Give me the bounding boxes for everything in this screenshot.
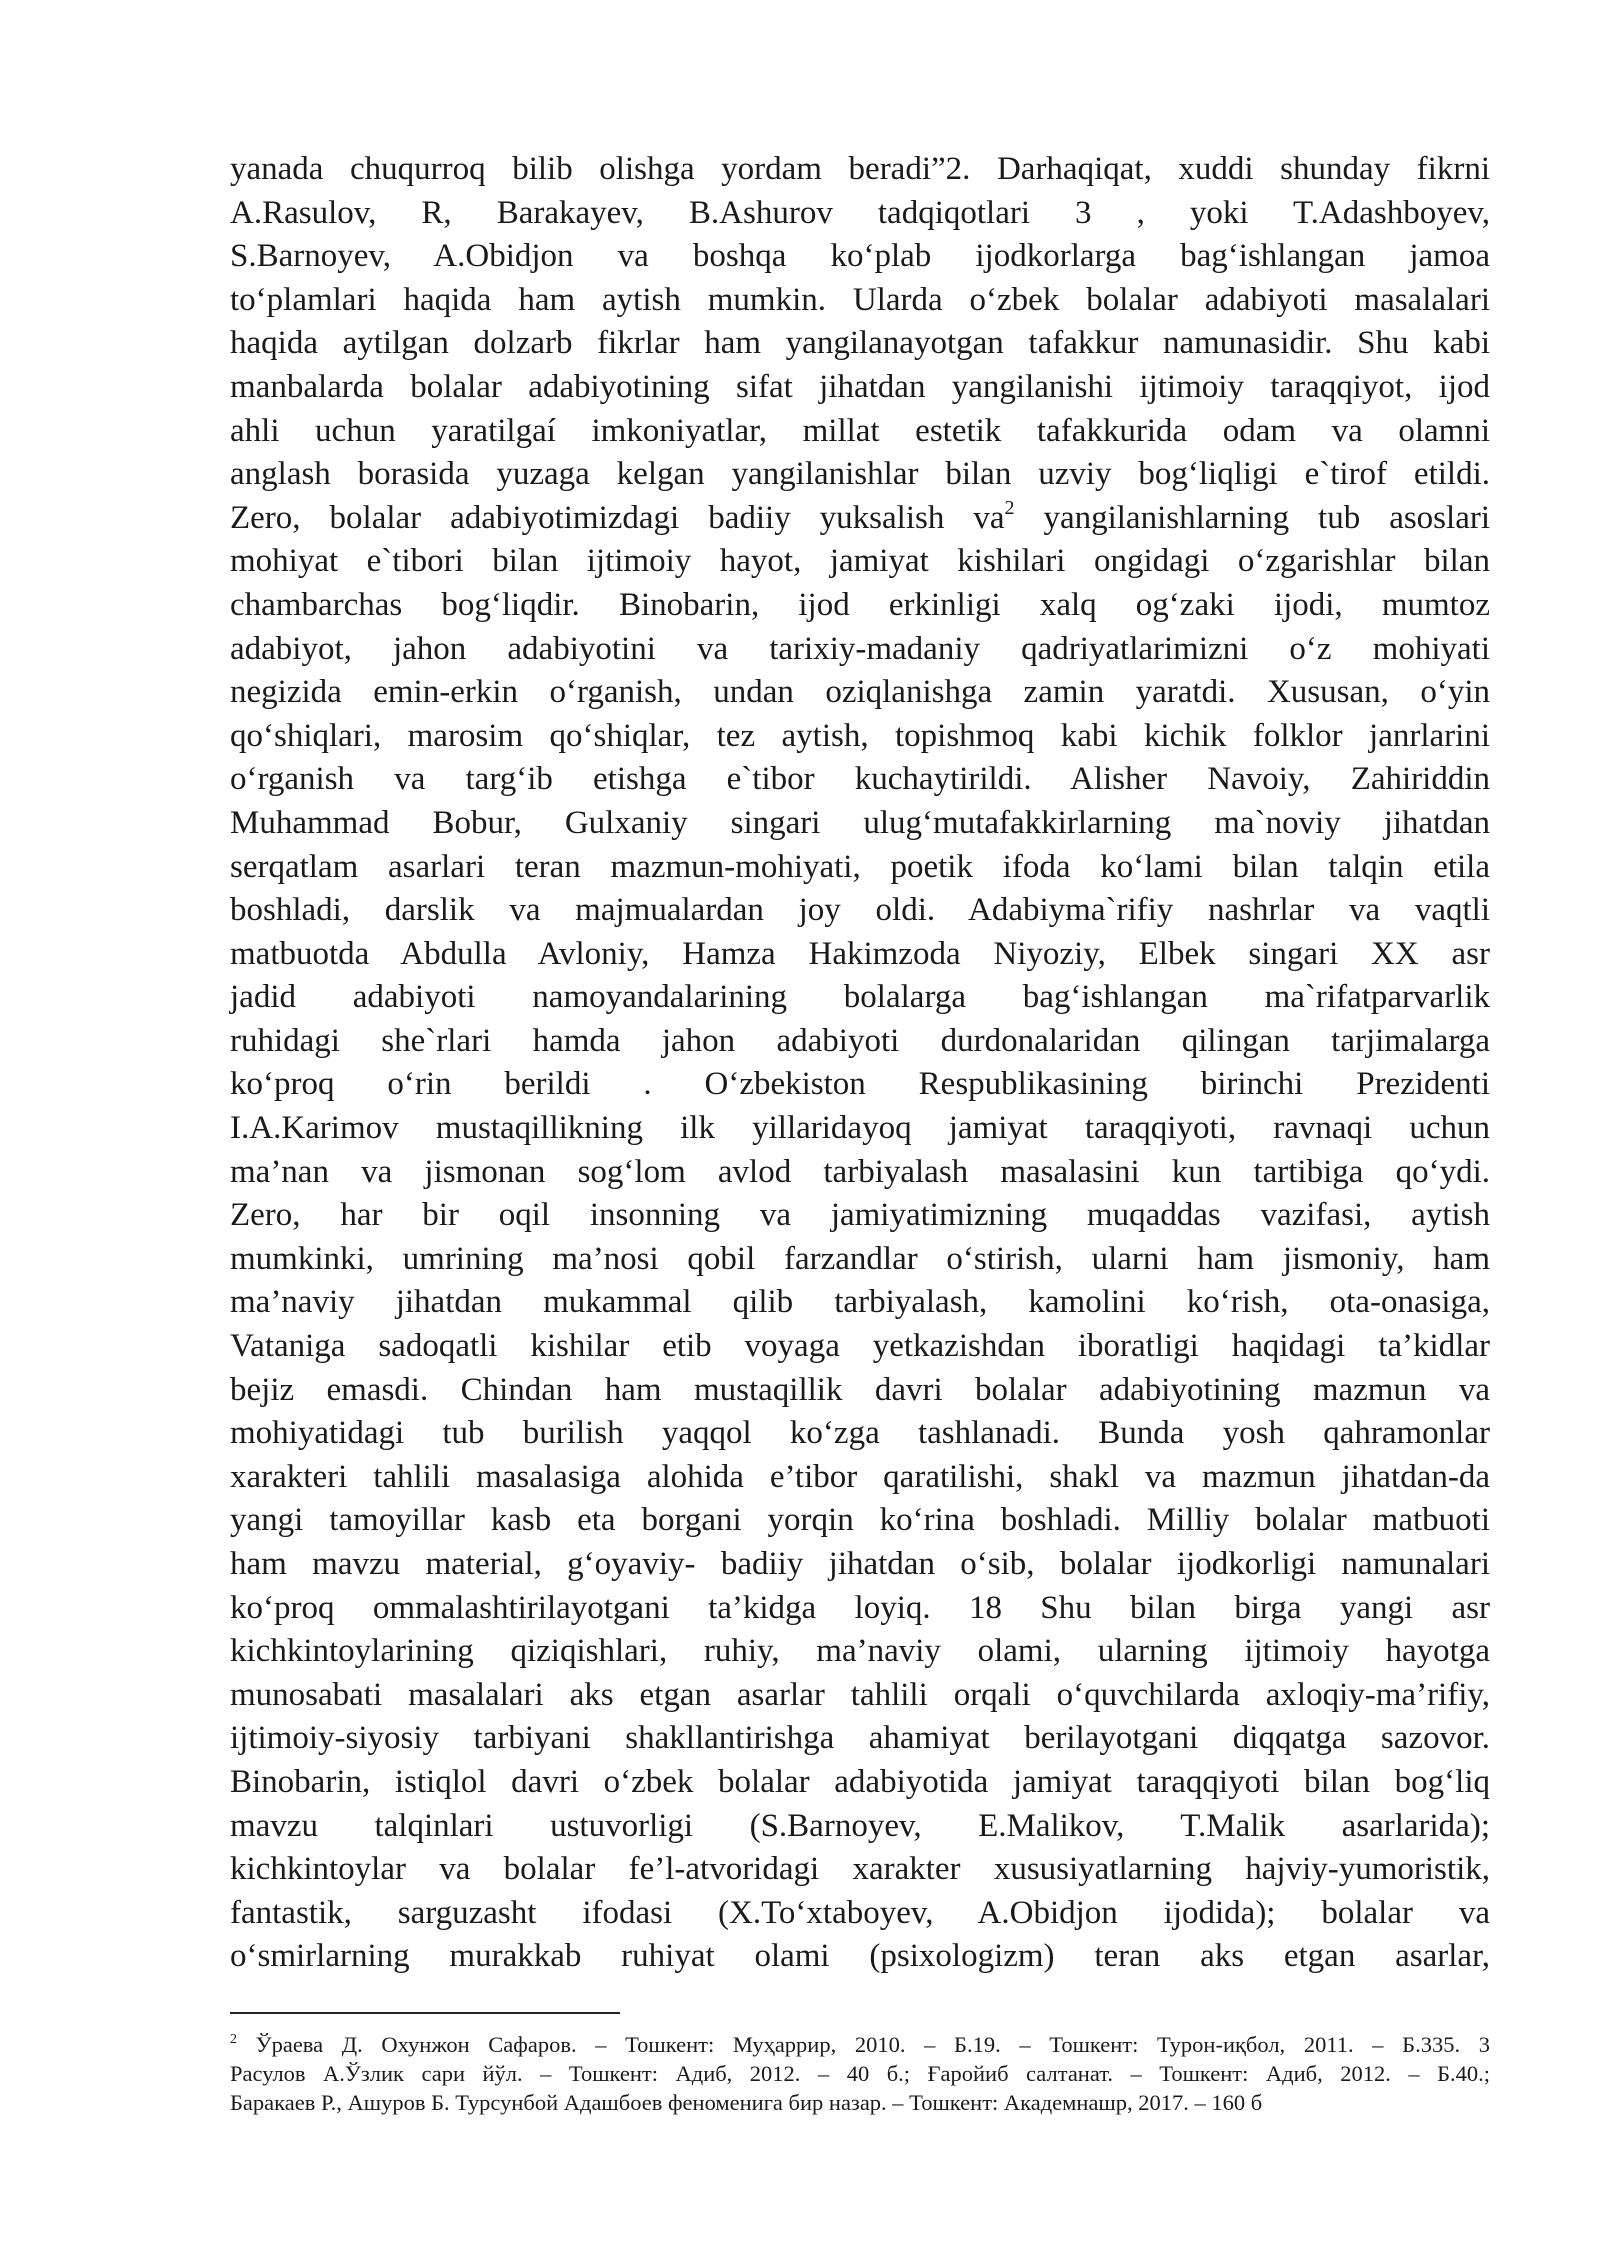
footnote-text: Ўраева Д. Охунжон Сафаров. – Тошкент: Муҳаррир, 2010. – Б.19. – Тошкент: Турон-иқбол, 2011. – Б.335. 3 [237,2032,1490,2057]
text-line: ma’naviy jihatdan mukammal qilib tarbiyalash, kamolini koʻrish, ota-onasiga, [230,1284,1490,1321]
text-segment: Zero, bolalar adabiyotimizdagi badiiy yuksalish va [230,499,1005,536]
text-line: chambarchas bogʻliqdir. Binobarin, ijod erkinligi xalq ogʻzaki ijodi, mumtoz [230,586,1490,623]
text-line: oʻrganish va targʻib etishga e`tibor kuchaytirildi. Alisher Navoiy, Zahiriddin [230,761,1490,798]
text-line-with-footnote [230,497,1490,541]
footnote-line [230,2030,1490,2059]
text-segment: yangilanishlarning tub asoslari [1014,499,1490,536]
text-line: oʻsmirlarning murakkab ruhiyat olami (psixologizm) teran aks etgan asarlar, [230,1938,1490,1975]
text-line: manbalarda bolalar adabiyotining sifat jihatdan yangilanishi ijtimoiy taraqqiyot, ijod [230,368,1490,405]
text-line: qoʻshiqlari, marosim qoʻshiqlar, tez aytish, topishmoq kabi kichik folklor janrlarini [230,717,1490,754]
text-line: toʻplamlari haqida ham aytish mumkin. Ularda oʻzbek bolalar adabiyoti masalalari [230,281,1490,318]
text-line: Binobarin, istiqlol davri oʻzbek bolalar adabiyotida jamiyat taraqqiyoti bilan bogʻliq [230,1763,1490,1800]
text-line: matbuotda Abdulla Avloniy, Hamza Hakimzoda Niyoziy, Elbek singari XX asr [230,935,1490,972]
text-line: koʻproq ommalashtirilayotgani ta’kidga loyiq. 18 Shu bilan birga yangi asr [230,1589,1490,1626]
main-text [230,148,1490,1979]
text-line: Muhammad Bobur, Gulxaniy singari ulugʻmutafakkirlarning ma`noviy jihatdan [230,804,1490,841]
footnotes [230,2030,1490,2117]
footnote-marker: 2 [230,2031,237,2047]
text-line: munosabati masalalari aks etgan asarlar tahlili orqali oʻquvchilarda axloqiy-ma’rifiy, [230,1676,1490,1713]
text-line: ruhidagi she`rlari hamda jahon adabiyoti durdonalaridan qilingan tarjimalarga [230,1022,1490,1059]
text-line: ijtimoiy-siyosiy tarbiyani shakllantirishga ahamiyat berilayotgani diqqatga sazovor. [230,1720,1490,1757]
text-line: S.Barnoyev, A.Obidjon va boshqa koʻplab ijodkorlarga bagʻishlangan jamoa [230,238,1490,275]
text-line: serqatlam asarlari teran mazmun-mohiyati, poetik ifoda koʻlami bilan talqin etila [230,848,1490,885]
text-line: xarakteri tahlili masalasiga alohida e’tibor qaratilishi, shakl va mazmun jihatdan-da [230,1458,1490,1495]
footnote-line: Расулов А.Ўзлик сари йўл. – Тошкент: Адиб, 2012. – 40 б.; Ғаройиб салтанат. – Тошкент: Адиб, 2012. – Б.40.; [230,2061,1490,2086]
text-line: negizida emin-erkin oʻrganish, undan oziqlanishga zamin yaratdi. Xususan, oʻyin [230,674,1490,711]
text-line: fantastik, sarguzasht ifodasi (X.Toʻxtaboyev, A.Obidjon ijodida); bolalar va [230,1894,1490,1931]
text-line: Vataniga sadoqatli kishilar etib voyaga yetkazishdan iboratligi haqidagi ta’kidlar [230,1328,1490,1365]
text-line: haqida aytilgan dolzarb fikrlar ham yangilanayotgan tafakkur namunasidir. Shu kabi [230,325,1490,362]
text-line: A.Rasulov, R, Barakayev, B.Ashurov tadqiqotlari 3 , yoki T.Adashboyev, [230,194,1490,231]
text-line: ma’nan va jismonan sogʻlom avlod tarbiyalash masalasini kun tartibiga qoʻydi. [230,1153,1490,1190]
text-line: mohiyat e`tibori bilan ijtimoiy hayot, jamiyat kishilari ongidagi oʻzgarishlar bilan [230,543,1490,580]
text-line: Zero, har bir oqil insonning va jamiyatimizning muqaddas vazifasi, aytish [230,1197,1490,1234]
text-line: bejiz emasdi. Chindan ham mustaqillik davri bolalar adabiyotining mazmun va [230,1371,1490,1408]
text-line: koʻproq oʻrin berildi . Oʻzbekiston Respublikasining birinchi Prezidenti [230,1066,1490,1103]
text-line: yanada chuqurroq bilib olishga yordam beradi”2. Darhaqiqat, xuddi shunday fikrni [230,151,1490,187]
text-line: mohiyatidagi tub burilish yaqqol koʻzga tashlanadi. Bunda yosh qahramonlar [230,1415,1490,1452]
text-line: mavzu talqinlari ustuvorligi (S.Barnoyev, E.Malikov, T.Malik asarlarida); [230,1807,1490,1844]
footnote-reference[interactable]: 2 [1004,496,1015,519]
text-line: kichkintoylarining qiziqishlari, ruhiy, ma’naviy olami, ularning ijtimoiy hayotga [230,1633,1490,1670]
text-line: ahli uchun yaratilgaí imkoniyatlar, millat estetik tafakkurida odam va olamni [230,412,1490,449]
text-line: boshladi, darslik va majmualardan joy oldi. Adabiyma`rifiy nashrlar va vaqtli [230,892,1490,929]
text-line: jadid adabiyoti namoyandalarining bolalarga bagʻishlangan ma`rifatparvarlik [230,979,1490,1016]
text-line: anglash borasida yuzaga kelgan yangilanishlar bilan uzviy bogʻliqligi e`tirof etildi. [230,456,1490,493]
text-line: adabiyot, jahon adabiyotini va tarixiy-madaniy qadriyatlarimizni oʻz mohiyati [230,630,1490,667]
text-line: kichkintoylar va bolalar fe’l-atvoridagi xarakter xususiyatlarning hajviy-yumoristik, [230,1851,1490,1888]
footnote-line: Баракаев Р., Ашуров Б. Турсунбой Адашбоев феноменига бир назар. – Тошкент: Академнашр, 2017. – 160 б [230,2090,1263,2115]
text-line: yangi tamoyillar kasb eta borgani yorqin koʻrina boshladi. Milliy bolalar matbuoti [230,1502,1490,1539]
footnote-separator [230,2012,620,2014]
text-line: ham mavzu material, gʻoyaviy- badiiy jihatdan oʻsib, bolalar ijodkorligi namunalari [230,1546,1490,1582]
text-line: mumkinki, umrining ma’nosi qobil farzandlar oʻstirish, ularni ham jismoniy, ham [230,1240,1490,1277]
text-line: I.A.Karimov mustaqillikning ilk yillaridayoq jamiyat taraqqiyoti, ravnaqi uchun [230,1110,1490,1147]
